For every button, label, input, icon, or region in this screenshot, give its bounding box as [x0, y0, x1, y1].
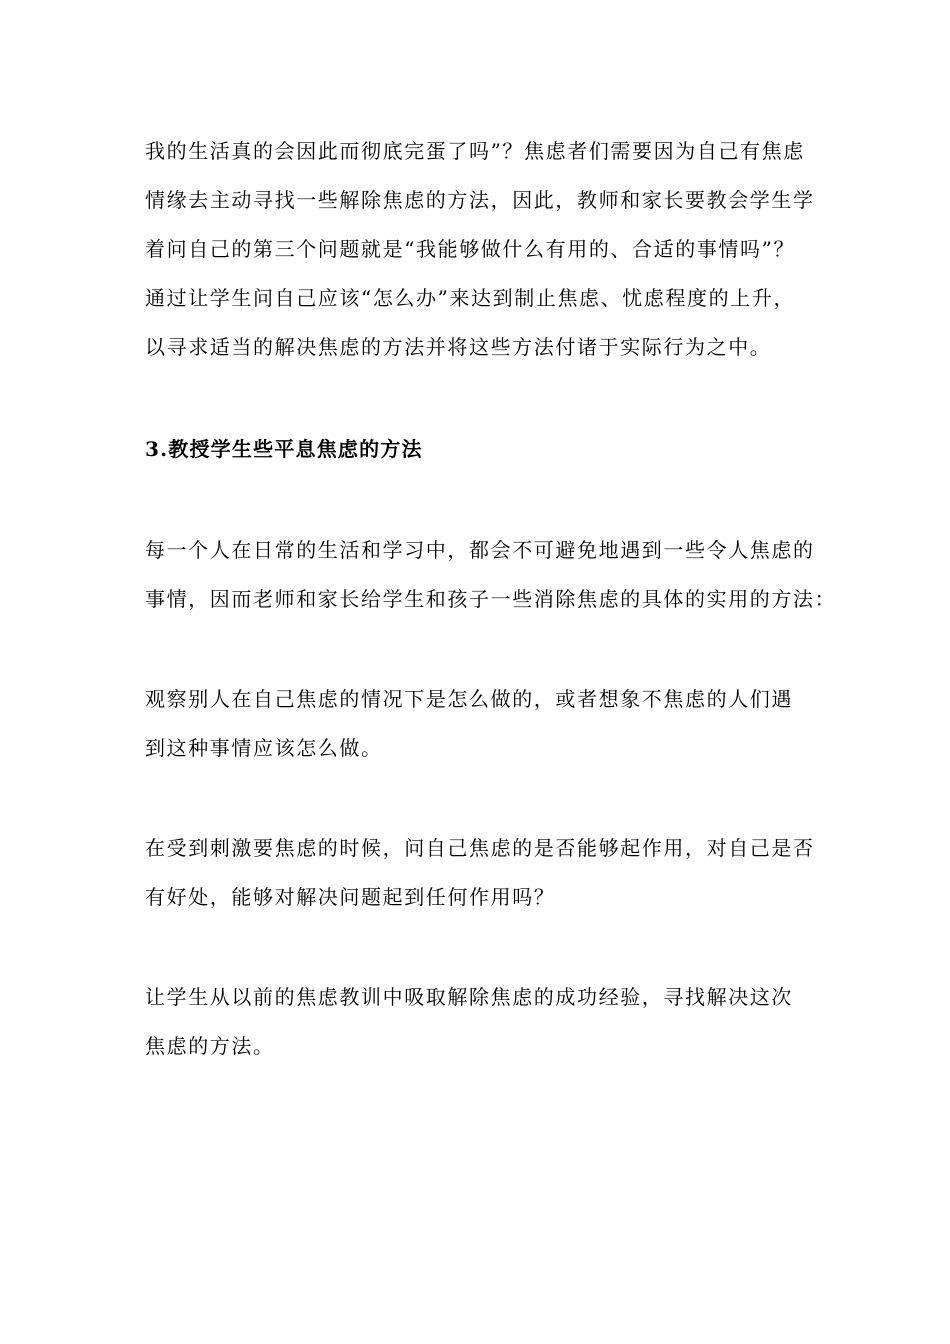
paragraph-line: 让学生从以前的焦虑教训中吸取解除焦虑的成功经验，寻找解决这次	[145, 985, 793, 1009]
paragraph-line: 我的生活真的会因此而彻底完蛋了吗”？焦虑者们需要因为自己有焦虑	[145, 139, 805, 163]
paragraph-line: 有好处，能够对解决问题起到任何作用吗？	[145, 885, 556, 909]
paragraph-line: 在受到刺激要焦虑的时候，问自己焦虑的是否能够起作用，对自己是否	[145, 836, 815, 860]
paragraph-line: 情缘去主动寻找一些解除焦虑的方法，因此，教师和家长要教会学生学	[145, 188, 815, 212]
paragraph-line: 着问自己的第三个问题就是“我能够做什么有用的、合适的事情吗”？	[145, 237, 796, 261]
paragraph-line: 每一个人在日常的生活和学习中，都会不可避免地遇到一些令人焦虑的	[145, 538, 815, 562]
paragraph-line: 通过让学生问自己应该“怎么办”来达到制止焦虑、忧虑程度的上升，	[145, 286, 796, 310]
section-heading: 3.教授学生些平息焦虑的方法	[145, 437, 423, 461]
paragraph-line: 到这种事情应该怎么做。	[145, 736, 383, 760]
paragraph-line: 事情，因而老师和家长给学生和孩子一些消除焦虑的具体的实用的方法：	[145, 587, 837, 611]
paragraph-line: 以寻求适当的解决焦虑的方法并将这些方法付诸于实际行为之中。	[145, 335, 772, 359]
paragraph-line: 观察别人在自己焦虑的情况下是怎么做的，或者想象不焦虑的人们遇	[145, 687, 793, 711]
paragraph-line: 焦虑的方法。	[145, 1034, 275, 1058]
